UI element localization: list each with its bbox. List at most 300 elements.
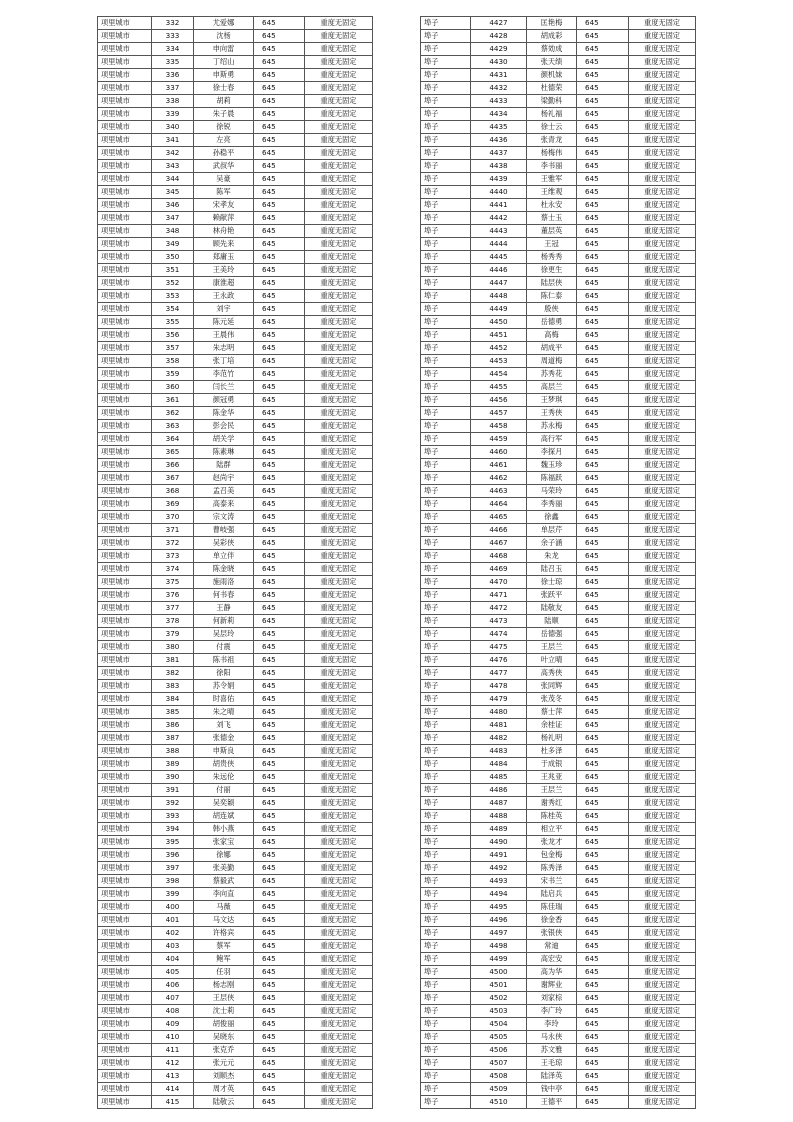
category-cell: 重度无固定	[305, 992, 373, 1005]
code-cell: 645	[577, 771, 629, 784]
record-number-cell: 379	[152, 628, 194, 641]
category-cell: 重度无固定	[629, 667, 696, 680]
category-cell: 重度无固定	[305, 160, 373, 173]
category-cell: 重度无固定	[629, 927, 696, 940]
table-row	[421, 238, 696, 251]
area-cell: 埠子	[421, 368, 471, 381]
name-cell: 杨志刚	[194, 979, 254, 992]
table-row	[421, 459, 696, 472]
table-row	[421, 680, 696, 693]
name-cell: 王永政	[194, 290, 254, 303]
table-row	[421, 290, 696, 303]
name-cell: 余子涵	[527, 537, 577, 550]
area-cell: 埠子	[421, 173, 471, 186]
category-cell: 重度无固定	[305, 706, 373, 719]
record-number-cell: 370	[152, 511, 194, 524]
name-cell: 张元元	[194, 1057, 254, 1070]
category-cell: 重度无固定	[629, 1005, 696, 1018]
name-cell: 胡关学	[194, 433, 254, 446]
record-number-cell: 361	[152, 394, 194, 407]
area-cell: 项里城市	[98, 836, 152, 849]
code-cell: 645	[577, 30, 629, 43]
area-cell: 埠子	[421, 121, 471, 134]
name-cell: 陈佳瑞	[527, 901, 577, 914]
code-cell: 645	[577, 459, 629, 472]
category-cell: 重度无固定	[305, 1031, 373, 1044]
code-cell: 645	[577, 225, 629, 238]
area-cell: 埠子	[421, 1096, 471, 1109]
category-cell: 重度无固定	[305, 17, 373, 30]
table-row	[98, 641, 373, 654]
code-cell: 645	[577, 654, 629, 667]
code-cell: 645	[577, 160, 629, 173]
area-cell: 埠子	[421, 394, 471, 407]
name-cell: 王秀侠	[527, 407, 577, 420]
area-cell: 项里城市	[98, 69, 152, 82]
name-cell: 常迪	[527, 940, 577, 953]
table-row	[421, 719, 696, 732]
name-cell: 施雨洛	[194, 576, 254, 589]
record-number-cell: 405	[152, 966, 194, 979]
record-number-cell: 389	[152, 758, 194, 771]
record-number-cell: 394	[152, 823, 194, 836]
table-row	[98, 225, 373, 238]
area-cell: 埠子	[421, 758, 471, 771]
area-cell: 埠子	[421, 238, 471, 251]
name-cell: 陆顺	[527, 615, 577, 628]
table-row	[421, 433, 696, 446]
area-cell: 项里城市	[98, 238, 152, 251]
code-cell: 645	[577, 888, 629, 901]
code-cell: 645	[577, 589, 629, 602]
code-cell: 645	[254, 290, 305, 303]
table-row	[98, 888, 373, 901]
table-row	[421, 134, 696, 147]
category-cell: 重度无固定	[305, 1057, 373, 1070]
table-row	[98, 615, 373, 628]
name-cell: 申斯良	[194, 745, 254, 758]
record-number-cell: 4503	[471, 1005, 527, 1018]
code-cell: 645	[254, 355, 305, 368]
code-cell: 645	[577, 212, 629, 225]
name-cell: 杜永安	[527, 199, 577, 212]
record-number-cell: 407	[152, 992, 194, 1005]
record-number-cell: 4429	[471, 43, 527, 56]
area-cell: 项里城市	[98, 1057, 152, 1070]
area-cell: 埠子	[421, 550, 471, 563]
code-cell: 645	[254, 160, 305, 173]
category-cell: 重度无固定	[629, 472, 696, 485]
category-cell: 重度无固定	[305, 1044, 373, 1057]
code-cell: 645	[577, 43, 629, 56]
name-cell: 张德金	[194, 732, 254, 745]
code-cell: 645	[577, 875, 629, 888]
code-cell: 645	[254, 654, 305, 667]
table-row	[421, 810, 696, 823]
category-cell: 重度无固定	[305, 550, 373, 563]
record-number-cell: 4455	[471, 381, 527, 394]
code-cell: 645	[577, 628, 629, 641]
table-row	[98, 940, 373, 953]
table-row	[421, 472, 696, 485]
record-number-cell: 348	[152, 225, 194, 238]
name-cell: 尤爱娜	[194, 17, 254, 30]
record-number-cell: 4480	[471, 706, 527, 719]
category-cell: 重度无固定	[305, 524, 373, 537]
category-cell: 重度无固定	[629, 680, 696, 693]
name-cell: 胡成彩	[527, 30, 577, 43]
record-number-cell: 341	[152, 134, 194, 147]
code-cell: 645	[254, 1096, 305, 1109]
category-cell: 重度无固定	[629, 953, 696, 966]
code-cell: 645	[577, 498, 629, 511]
name-cell: 张龙才	[527, 836, 577, 849]
record-number-cell: 4494	[471, 888, 527, 901]
record-number-cell: 4488	[471, 810, 527, 823]
code-cell: 645	[577, 758, 629, 771]
name-cell: 谢辉业	[527, 979, 577, 992]
name-cell: 张家宝	[194, 836, 254, 849]
record-number-cell: 368	[152, 485, 194, 498]
table-row	[421, 550, 696, 563]
record-number-cell: 385	[152, 706, 194, 719]
name-cell: 苏秀花	[527, 368, 577, 381]
name-cell: 陈金华	[194, 407, 254, 420]
record-number-cell: 4493	[471, 875, 527, 888]
category-cell: 重度无固定	[305, 953, 373, 966]
table-row	[98, 95, 373, 108]
record-number-cell: 4450	[471, 316, 527, 329]
area-cell: 项里城市	[98, 498, 152, 511]
record-number-cell: 412	[152, 1057, 194, 1070]
record-number-cell: 393	[152, 810, 194, 823]
area-cell: 项里城市	[98, 797, 152, 810]
category-cell: 重度无固定	[305, 836, 373, 849]
table-row	[98, 108, 373, 121]
table-row	[421, 784, 696, 797]
record-number-cell: 4509	[471, 1083, 527, 1096]
area-cell: 项里城市	[98, 95, 152, 108]
area-cell: 项里城市	[98, 342, 152, 355]
code-cell: 645	[577, 940, 629, 953]
area-cell: 埠子	[421, 329, 471, 342]
area-cell: 埠子	[421, 563, 471, 576]
code-cell: 645	[254, 498, 305, 511]
code-cell: 645	[577, 303, 629, 316]
area-cell: 项里城市	[98, 134, 152, 147]
table-row	[98, 693, 373, 706]
area-cell: 埠子	[421, 82, 471, 95]
category-cell: 重度无固定	[305, 394, 373, 407]
code-cell: 645	[254, 264, 305, 277]
record-number-cell: 392	[152, 797, 194, 810]
record-number-cell: 4434	[471, 108, 527, 121]
area-cell: 项里城市	[98, 147, 152, 160]
record-number-cell: 4490	[471, 836, 527, 849]
record-number-cell: 4483	[471, 745, 527, 758]
name-cell: 王晨伟	[194, 329, 254, 342]
code-cell: 645	[254, 420, 305, 433]
name-cell: 宋书兰	[527, 875, 577, 888]
table-row	[421, 186, 696, 199]
code-cell: 645	[577, 355, 629, 368]
code-cell: 645	[577, 615, 629, 628]
record-number-cell: 4442	[471, 212, 527, 225]
name-cell: 何书春	[194, 589, 254, 602]
code-cell: 645	[577, 485, 629, 498]
area-cell: 项里城市	[98, 290, 152, 303]
record-number-cell: 369	[152, 498, 194, 511]
area-cell: 项里城市	[98, 875, 152, 888]
table-row	[98, 17, 373, 30]
area-cell: 项里城市	[98, 719, 152, 732]
area-cell: 埠子	[421, 420, 471, 433]
category-cell: 重度无固定	[305, 940, 373, 953]
name-cell: 王层侠	[194, 992, 254, 1005]
area-cell: 项里城市	[98, 329, 152, 342]
area-cell: 项里城市	[98, 914, 152, 927]
category-cell: 重度无固定	[629, 784, 696, 797]
record-number-cell: 399	[152, 888, 194, 901]
table-row	[98, 238, 373, 251]
table-row	[98, 1083, 373, 1096]
name-cell: 武叔华	[194, 160, 254, 173]
code-cell: 645	[254, 927, 305, 940]
category-cell: 重度无固定	[305, 537, 373, 550]
code-cell: 645	[577, 1070, 629, 1083]
category-cell: 重度无固定	[305, 303, 373, 316]
record-number-cell: 4446	[471, 264, 527, 277]
table-row	[98, 1031, 373, 1044]
category-cell: 重度无固定	[629, 238, 696, 251]
area-cell: 项里城市	[98, 810, 152, 823]
code-cell: 645	[254, 888, 305, 901]
record-number-cell: 352	[152, 277, 194, 290]
area-cell: 项里城市	[98, 1096, 152, 1109]
record-number-cell: 4440	[471, 186, 527, 199]
area-cell: 埠子	[421, 342, 471, 355]
name-cell: 苏令娟	[194, 680, 254, 693]
category-cell: 重度无固定	[305, 615, 373, 628]
record-number-cell: 4433	[471, 95, 527, 108]
record-number-cell: 4495	[471, 901, 527, 914]
record-number-cell: 404	[152, 953, 194, 966]
name-cell: 陆敬云	[194, 1096, 254, 1109]
area-cell: 项里城市	[98, 966, 152, 979]
record-number-cell: 4470	[471, 576, 527, 589]
category-cell: 重度无固定	[305, 485, 373, 498]
category-cell: 重度无固定	[629, 979, 696, 992]
table-row	[421, 1096, 696, 1109]
record-number-cell: 339	[152, 108, 194, 121]
table-row	[98, 472, 373, 485]
name-cell: 王毛琼	[527, 1057, 577, 1070]
area-cell: 埠子	[421, 147, 471, 160]
code-cell: 645	[254, 940, 305, 953]
table-row	[421, 381, 696, 394]
record-number-cell: 4466	[471, 524, 527, 537]
table-row	[98, 147, 373, 160]
table-row	[98, 251, 373, 264]
table-row	[421, 30, 696, 43]
record-number-cell: 414	[152, 1083, 194, 1096]
table-row	[98, 758, 373, 771]
category-cell: 重度无固定	[629, 1057, 696, 1070]
area-cell: 项里城市	[98, 758, 152, 771]
code-cell: 645	[254, 810, 305, 823]
code-cell: 645	[254, 82, 305, 95]
area-cell: 埠子	[421, 888, 471, 901]
name-cell: 匡艳梅	[527, 17, 577, 30]
table-row	[98, 433, 373, 446]
code-cell: 645	[577, 277, 629, 290]
code-cell: 645	[254, 329, 305, 342]
area-cell: 项里城市	[98, 641, 152, 654]
name-cell: 高泰来	[194, 498, 254, 511]
code-cell: 645	[577, 121, 629, 134]
area-cell: 埠子	[421, 693, 471, 706]
category-cell: 重度无固定	[305, 667, 373, 680]
area-cell: 埠子	[421, 771, 471, 784]
category-cell: 重度无固定	[629, 615, 696, 628]
record-number-cell: 4438	[471, 160, 527, 173]
code-cell: 645	[577, 524, 629, 537]
category-cell: 重度无固定	[305, 862, 373, 875]
category-cell: 重度无固定	[305, 888, 373, 901]
area-cell: 埠子	[421, 277, 471, 290]
category-cell: 重度无固定	[629, 589, 696, 602]
area-cell: 埠子	[421, 134, 471, 147]
name-cell: 韩小燕	[194, 823, 254, 836]
name-cell: 陈秀泽	[527, 862, 577, 875]
name-cell: 徐锐	[194, 121, 254, 134]
category-cell: 重度无固定	[629, 537, 696, 550]
category-cell: 重度无固定	[629, 82, 696, 95]
area-cell: 埠子	[421, 1018, 471, 1031]
code-cell: 645	[577, 901, 629, 914]
category-cell: 重度无固定	[629, 914, 696, 927]
table-row	[421, 589, 696, 602]
record-number-cell: 355	[152, 316, 194, 329]
code-cell: 645	[254, 862, 305, 875]
category-cell: 重度无固定	[305, 446, 373, 459]
category-cell: 重度无固定	[305, 823, 373, 836]
area-cell: 埠子	[421, 17, 471, 30]
category-cell: 重度无固定	[305, 628, 373, 641]
code-cell: 645	[577, 69, 629, 82]
record-number-cell: 381	[152, 654, 194, 667]
code-cell: 645	[577, 602, 629, 615]
record-number-cell: 4463	[471, 485, 527, 498]
code-cell: 645	[254, 784, 305, 797]
table-row	[98, 316, 373, 329]
area-cell: 项里城市	[98, 602, 152, 615]
area-cell: 埠子	[421, 1057, 471, 1070]
record-number-cell: 371	[152, 524, 194, 537]
name-cell: 吴层玲	[194, 628, 254, 641]
record-number-cell: 4471	[471, 589, 527, 602]
category-cell: 重度无固定	[305, 186, 373, 199]
table-row	[98, 30, 373, 43]
name-cell: 陆启兵	[527, 888, 577, 901]
name-cell: 张天绩	[527, 56, 577, 69]
code-cell: 645	[577, 186, 629, 199]
code-cell: 645	[577, 329, 629, 342]
category-cell: 重度无固定	[629, 862, 696, 875]
record-number-cell: 4445	[471, 251, 527, 264]
code-cell: 645	[254, 823, 305, 836]
category-cell: 重度无固定	[629, 485, 696, 498]
code-cell: 645	[577, 407, 629, 420]
name-cell: 胡俊丽	[194, 1018, 254, 1031]
category-cell: 重度无固定	[305, 30, 373, 43]
table-row	[98, 875, 373, 888]
category-cell: 重度无固定	[629, 134, 696, 147]
name-cell: 申斯勇	[194, 69, 254, 82]
code-cell: 645	[577, 992, 629, 1005]
table-row	[421, 1070, 696, 1083]
record-number-cell: 4465	[471, 511, 527, 524]
category-cell: 重度无固定	[629, 43, 696, 56]
area-cell: 埠子	[421, 589, 471, 602]
table-row	[421, 498, 696, 511]
code-cell: 645	[254, 199, 305, 212]
category-cell: 重度无固定	[629, 186, 696, 199]
category-cell: 重度无固定	[305, 641, 373, 654]
category-cell: 重度无固定	[629, 264, 696, 277]
code-cell: 645	[254, 381, 305, 394]
record-number-cell: 343	[152, 160, 194, 173]
table-row	[421, 316, 696, 329]
table-row	[98, 810, 373, 823]
area-cell: 项里城市	[98, 199, 152, 212]
code-cell: 645	[577, 433, 629, 446]
area-cell: 项里城市	[98, 979, 152, 992]
category-cell: 重度无固定	[629, 602, 696, 615]
area-cell: 项里城市	[98, 355, 152, 368]
area-cell: 埠子	[421, 485, 471, 498]
category-cell: 重度无固定	[305, 1018, 373, 1031]
name-cell: 朱龙	[527, 550, 577, 563]
category-cell: 重度无固定	[305, 95, 373, 108]
table-row	[421, 862, 696, 875]
area-cell: 项里城市	[98, 550, 152, 563]
area-cell: 埠子	[421, 784, 471, 797]
code-cell: 645	[577, 1057, 629, 1070]
code-cell: 645	[577, 550, 629, 563]
code-cell: 645	[254, 719, 305, 732]
table-row	[98, 745, 373, 758]
code-cell: 645	[254, 407, 305, 420]
category-cell: 重度无固定	[629, 563, 696, 576]
name-cell: 陆层侠	[527, 277, 577, 290]
record-number-cell: 4508	[471, 1070, 527, 1083]
record-number-cell: 351	[152, 264, 194, 277]
code-cell: 645	[254, 56, 305, 69]
record-number-cell: 4443	[471, 225, 527, 238]
area-cell: 埠子	[421, 576, 471, 589]
category-cell: 重度无固定	[305, 1096, 373, 1109]
code-cell: 645	[254, 30, 305, 43]
name-cell: 张美勤	[194, 862, 254, 875]
record-number-cell: 383	[152, 680, 194, 693]
category-cell: 重度无固定	[305, 1083, 373, 1096]
record-number-cell: 380	[152, 641, 194, 654]
table-row	[421, 368, 696, 381]
category-cell: 重度无固定	[305, 381, 373, 394]
area-cell: 项里城市	[98, 160, 152, 173]
table-row	[98, 342, 373, 355]
